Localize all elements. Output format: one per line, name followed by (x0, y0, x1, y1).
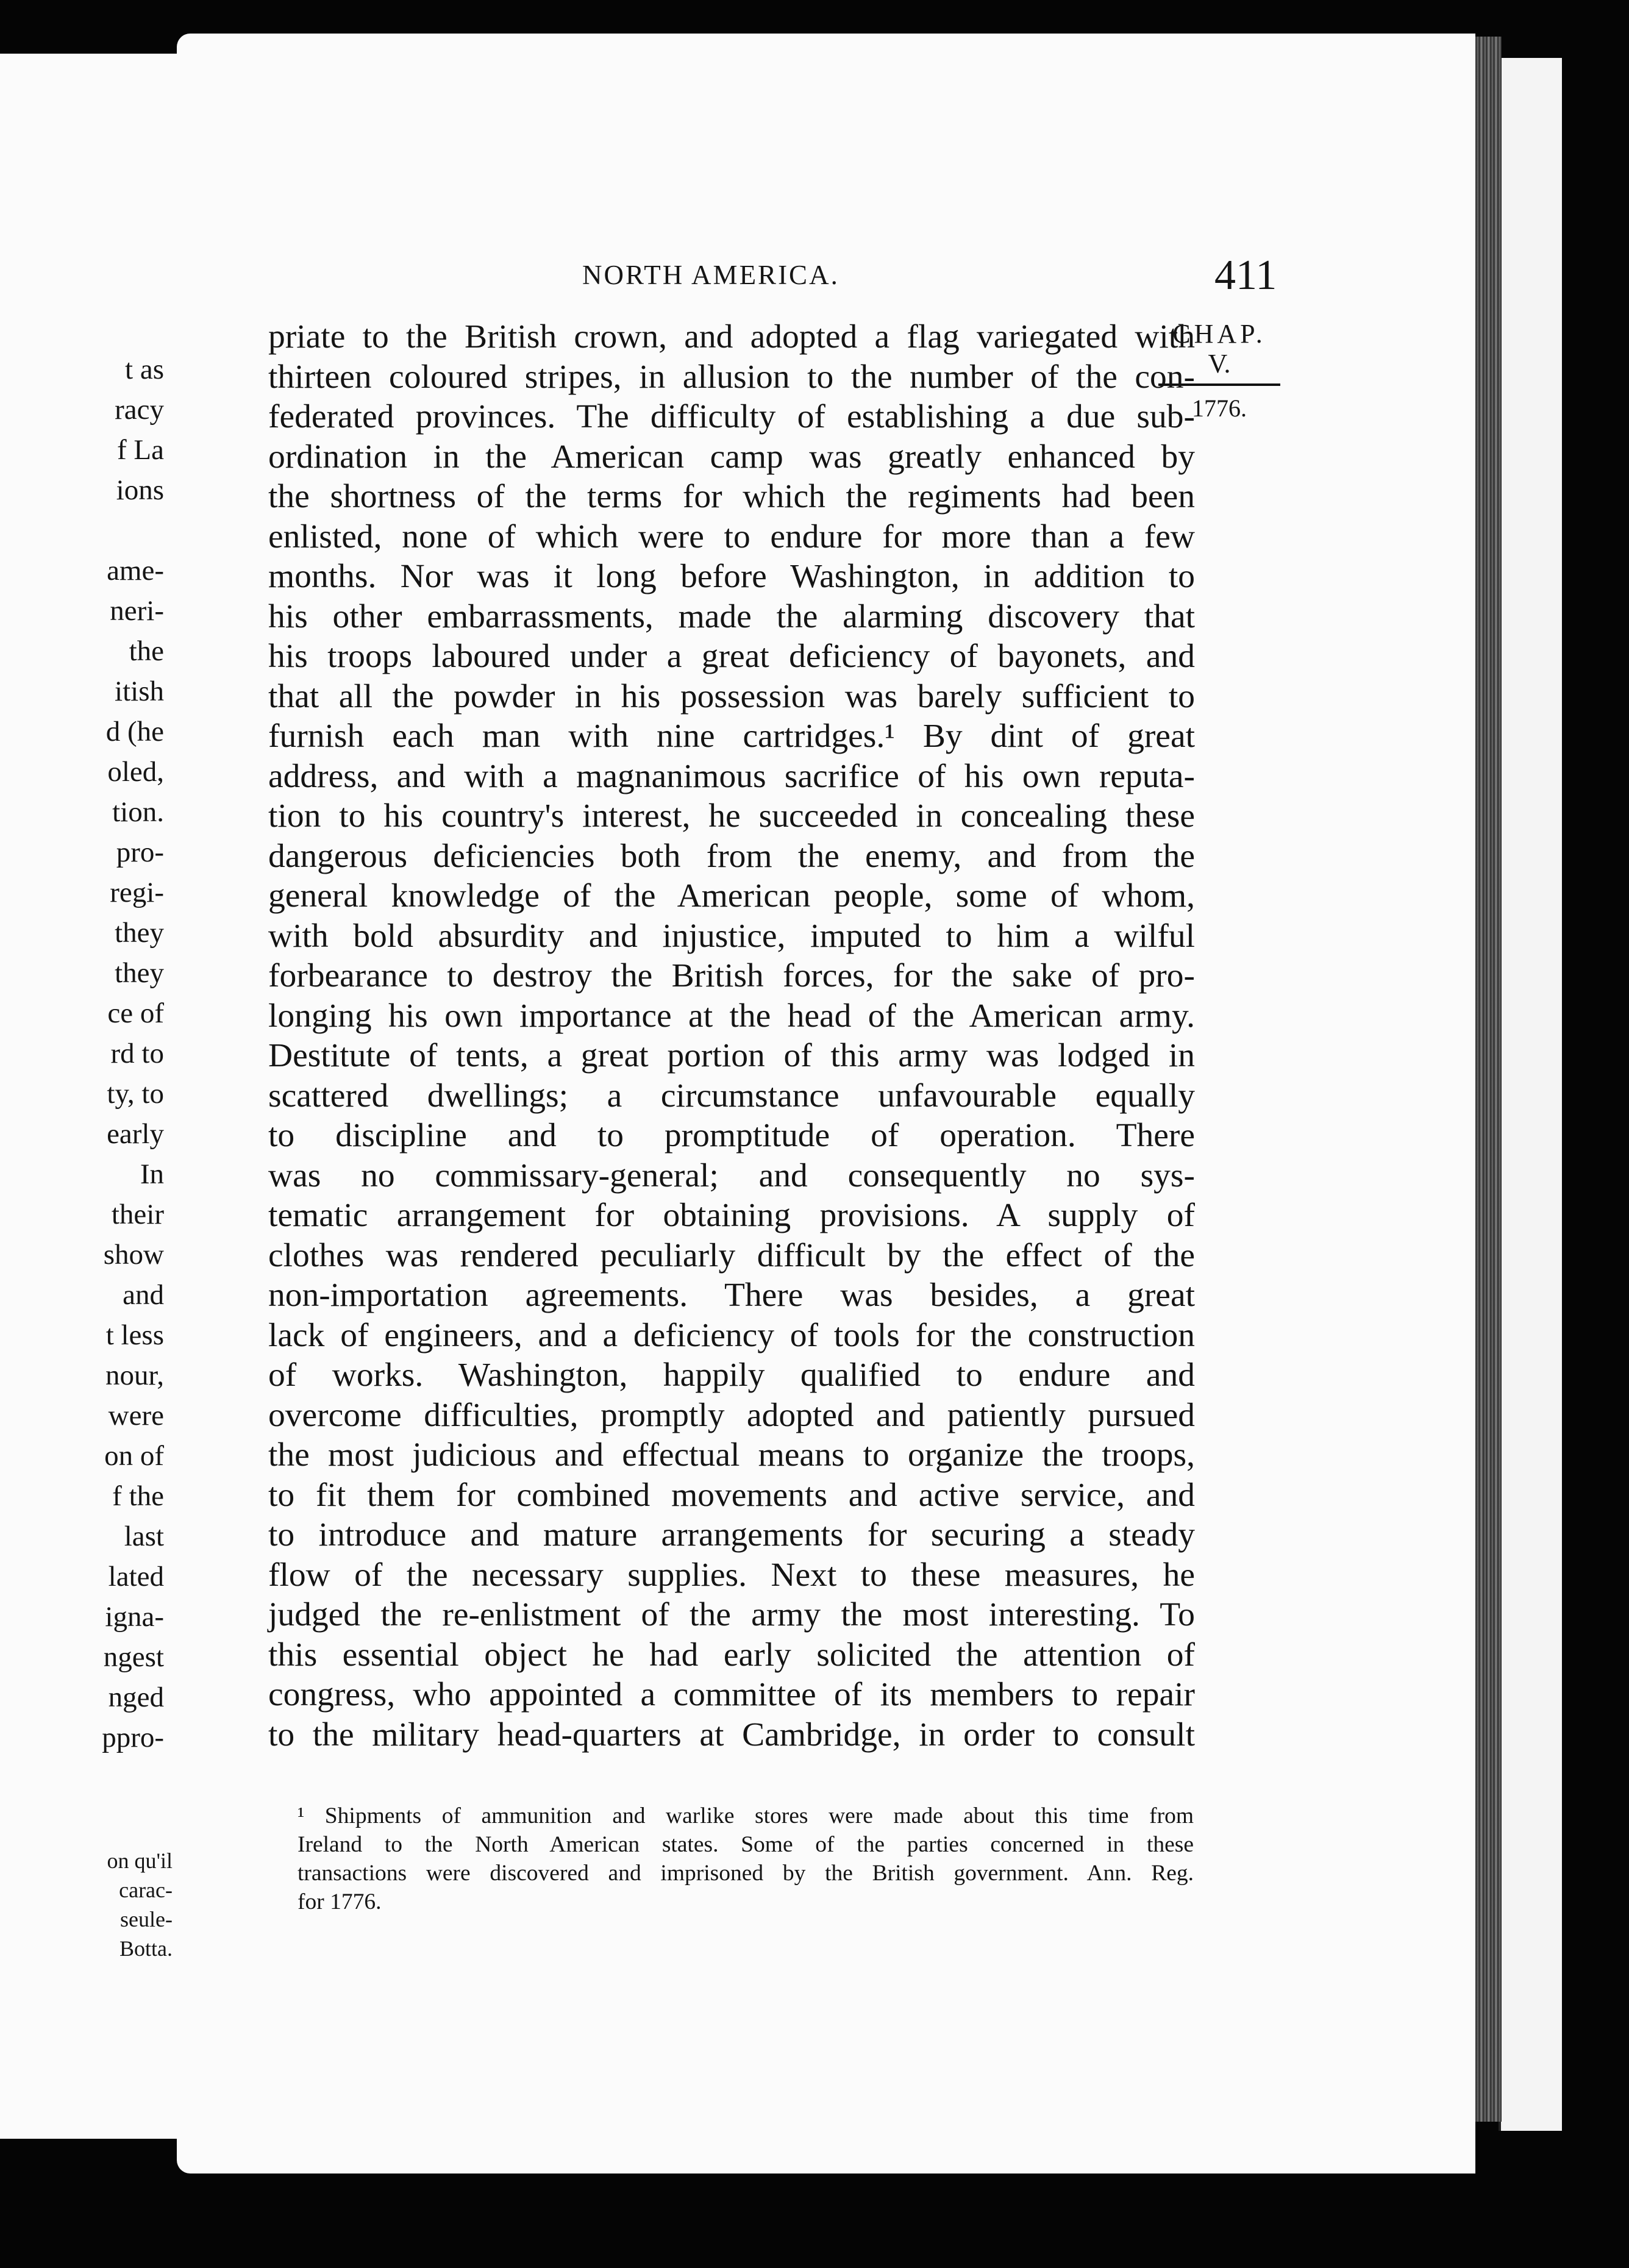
body-line: scattered dwellings; a circumstance unfavourable equally (268, 1077, 1195, 1114)
previous-page-line: on of (104, 1440, 164, 1472)
previous-page-line: were (108, 1400, 164, 1432)
previous-page-line: their (111, 1199, 164, 1230)
body-line: to the military head-quarters at Cambridge, in order to consult (268, 1716, 1195, 1753)
body-line: tion to his country's interest, he succeeded in concealing these (268, 797, 1195, 835)
body-line: federated provinces. The difficulty of establishing a due sub- (268, 398, 1195, 435)
previous-page-line: last (124, 1521, 164, 1552)
body-line: judged the re-enlistment of the army the most interesting. To (268, 1596, 1195, 1633)
previous-page-line: ame- (107, 555, 164, 587)
previous-page-line: lated (108, 1561, 164, 1592)
body-line: his other embarrassments, made the alarming discovery that (268, 597, 1195, 635)
footnote-line: ¹ Shipments of ammunition and warlike stores were made about this time from (298, 1803, 1194, 1828)
previous-page (0, 54, 186, 2139)
body-line: tematic arrangement for obtaining provisions. A supply of (268, 1197, 1195, 1234)
body-line: his troops laboured under a great deficiency of bayonets, and (268, 638, 1195, 675)
footnote (298, 1802, 1194, 1916)
previous-page-line: tion. (112, 796, 164, 828)
back-cover-edge (1499, 58, 1562, 2131)
body-text (268, 317, 1195, 1755)
previous-page-line: early (107, 1118, 164, 1150)
body-line: that all the powder in his possession was barely sufficient to (268, 677, 1195, 715)
previous-page-line: igna- (105, 1601, 164, 1633)
body-line: enlisted, none of which were to endure for more than a few (268, 518, 1195, 555)
body-line: furnish each man with nine cartridges.¹ By dint of great (268, 718, 1195, 755)
previous-page-line: the (129, 635, 164, 667)
body-line: of works. Washington, happily qualified to endure and (268, 1357, 1195, 1394)
previous-page-line: pro- (116, 836, 164, 868)
body-line: clothes was rendered peculiarly difficult by the effect of the (268, 1236, 1195, 1274)
body-line: ordination in the American camp was greatly enhanced by (268, 438, 1195, 476)
previous-page-line: and (123, 1279, 164, 1311)
previous-page-footnote-line: on qu'il (107, 1849, 173, 1873)
previous-page-line (102, 510, 186, 551)
previous-page-line: t less (105, 1319, 164, 1351)
body-line: with bold absurdity and injustice, imputed to him a wilful (268, 917, 1195, 955)
previous-page-line: ions (116, 474, 164, 506)
body-line: general knowledge of the American people, some of whom, (268, 877, 1195, 915)
body-line: lack of engineers, and a deficiency of tools for the construction (268, 1316, 1195, 1354)
previous-page-line: f La (117, 434, 164, 466)
previous-page-line: regi- (110, 877, 164, 908)
footnote-line: Ireland to the North American states. Some of the parties concerned in these (298, 1832, 1194, 1857)
running-head: NORTH AMERICA. (582, 260, 839, 290)
previous-page-line: show (103, 1239, 164, 1271)
body-line: thirteen coloured stripes, in allusion to the number of the con- (268, 358, 1195, 396)
body-line: months. Nor was it long before Washington, in addition to (268, 558, 1195, 595)
body-line: the shortness of the terms for which the regiments had been (268, 478, 1195, 515)
marginal-year: 1776. (1192, 394, 1247, 422)
previous-page-line: itish (115, 676, 164, 707)
previous-page-line: nour, (105, 1360, 164, 1391)
body-line: to discipline and to promptitude of operation. There (268, 1117, 1195, 1154)
body-line: was no commissary-general; and consequently no sys- (268, 1157, 1195, 1194)
chapter-number: V. (1208, 349, 1231, 379)
previous-page-footnote-line: Botta. (119, 1936, 173, 1961)
body-line: non-importation agreements. There was besides, a great (268, 1277, 1195, 1314)
previous-page-line: they (115, 917, 164, 949)
previous-page-footnote (107, 1846, 187, 1963)
body-line: congress, who appointed a committee of its members to repair (268, 1676, 1195, 1713)
previous-page-line: racy (115, 394, 164, 426)
previous-page-footnote-line: carac- (119, 1878, 173, 1902)
previous-page-line: ty, to (107, 1078, 164, 1110)
previous-page-line: oled, (107, 756, 164, 788)
previous-page-line: d (he (105, 716, 164, 747)
previous-page-line: ngest (103, 1641, 164, 1673)
body-line: longing his own importance at the head of the American army. (268, 997, 1195, 1035)
chapter-label: CHAP. (1172, 319, 1266, 349)
previous-page-line: f the (112, 1480, 164, 1512)
previous-page-line: ppro- (102, 1722, 164, 1753)
body-line: Destitute of tents, a great portion of this army was lodged in (268, 1037, 1195, 1074)
body-line: flow of the necessary supplies. Next to these measures, he (268, 1556, 1195, 1594)
previous-page-line: they (115, 957, 164, 989)
previous-page-line: In (140, 1158, 164, 1190)
body-line: overcome difficulties, promptly adopted and patiently pursued (268, 1396, 1195, 1434)
footnote-line: transactions were discovered and imprisoned by the British government. Ann. Reg. (298, 1861, 1194, 1886)
previous-page-line: neri- (110, 595, 164, 627)
body-line: priate to the British crown, and adopted a flag variegated with (268, 318, 1195, 355)
previous-page-line: t as (125, 354, 164, 385)
body-line: the most judicious and effectual means to organize the troops, (268, 1436, 1195, 1474)
body-line: dangerous deficiencies both from the enemy, and from the (268, 837, 1195, 875)
body-line: to fit them for combined movements and active service, and (268, 1476, 1195, 1514)
body-line: forbearance to destroy the British forces, for the sake of pro- (268, 957, 1195, 994)
footnote-line: for 1776. (298, 1889, 382, 1914)
previous-page-line: ce of (107, 997, 164, 1029)
body-line: this essential object he had early solicited the attention of (268, 1636, 1195, 1674)
body-line: to introduce and mature arrangements for securing a steady (268, 1516, 1195, 1553)
body-line: address, and with a magnanimous sacrifice of his own reputa- (268, 757, 1195, 795)
previous-page-footnote-line: seule- (120, 1907, 173, 1931)
previous-page-text (102, 349, 186, 1758)
previous-page-line: nged (108, 1681, 164, 1713)
previous-page-line: rd to (110, 1038, 164, 1069)
page-number: 411 (1214, 252, 1277, 299)
